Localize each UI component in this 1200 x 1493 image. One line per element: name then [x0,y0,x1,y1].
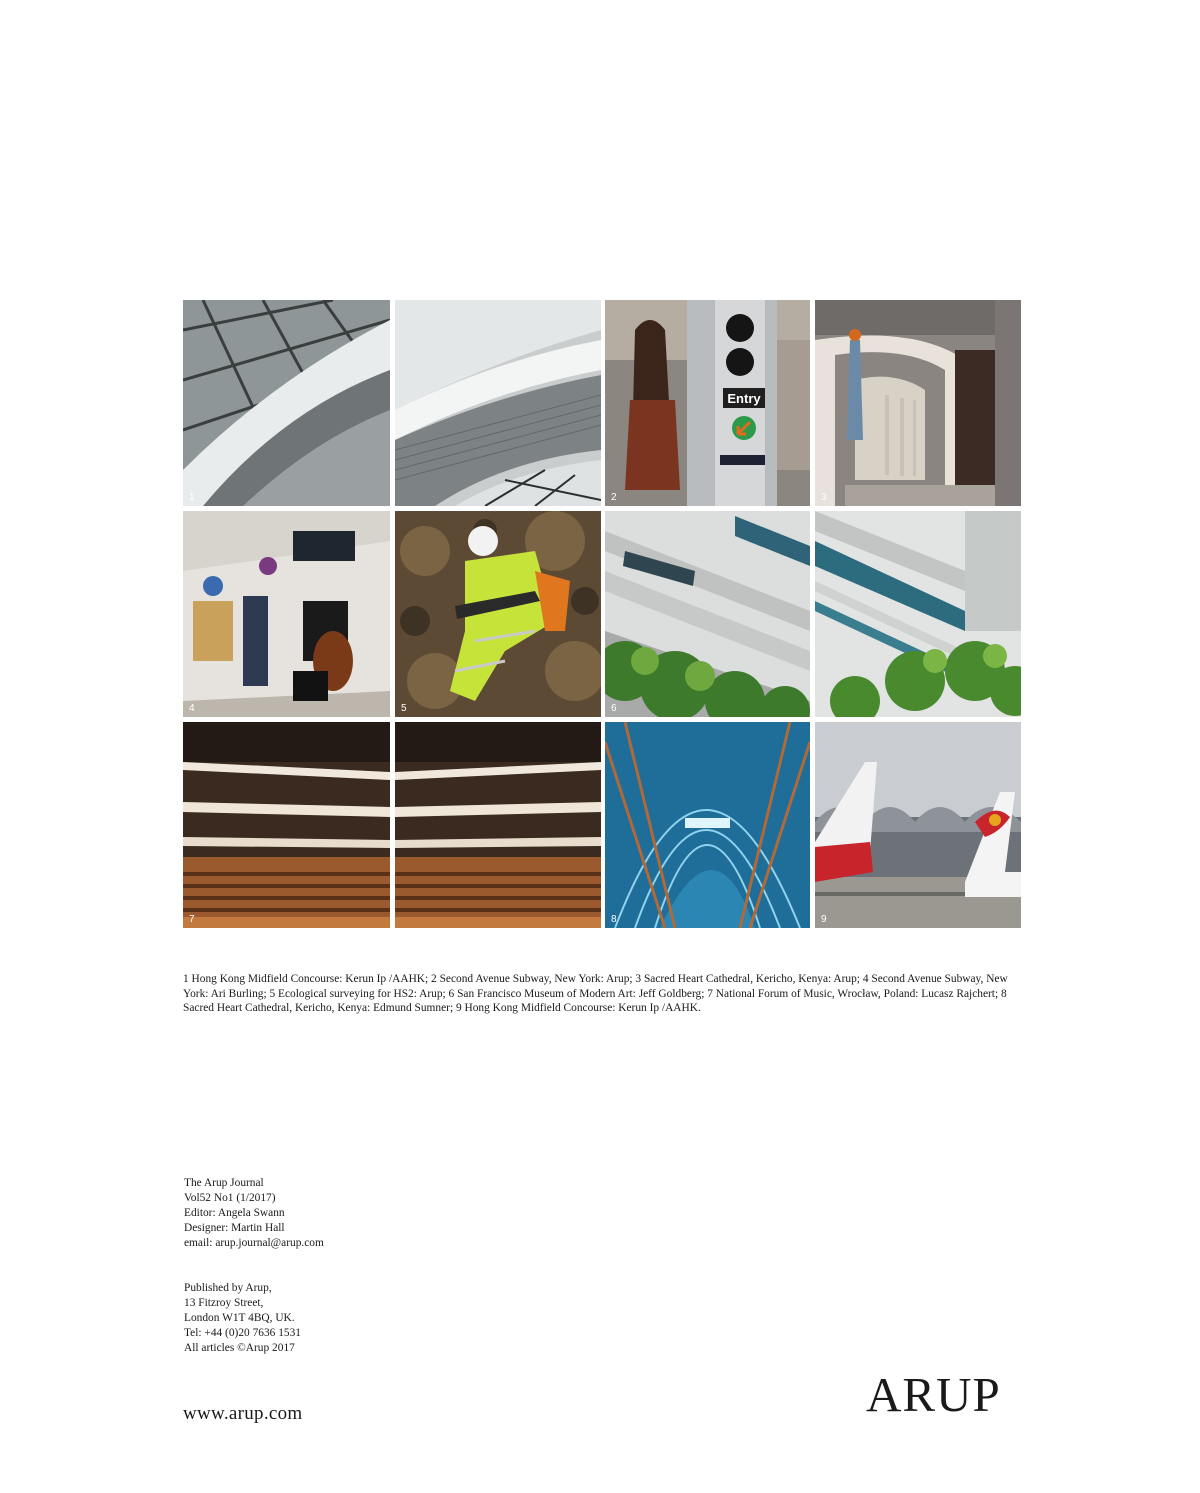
journal-email: email: arup.journal@arup.com [184,1237,324,1249]
photo-sfmoma-facade-right [815,511,1021,717]
photo-subway-musician [183,511,390,717]
photo-number: 2 [611,492,617,503]
publisher-rights: All articles ©Arup 2017 [184,1342,295,1354]
photo-grid [183,300,1021,928]
publisher-tel: Tel: +44 (0)20 7636 1531 [184,1327,301,1339]
photo-national-forum-music-right [395,722,601,928]
website-link[interactable]: www.arup.com [183,1403,303,1424]
photo-number: 3 [821,492,827,503]
published-by: Published by Arup, [184,1282,272,1294]
photo-number: 7 [189,914,195,925]
entry-sign-text: Entry [727,391,761,406]
journal-title: The Arup Journal [184,1177,264,1189]
photo-number: 6 [611,703,617,714]
photo-sfmoma-facade-left [605,511,810,717]
arup-logo: ARUP [866,1367,1001,1422]
photo-ecological-survey [395,511,601,717]
photo-number: 5 [401,703,407,714]
publisher-street: 13 Fitzroy Street, [184,1297,264,1309]
journal-designer: Designer: Martin Hall [184,1222,285,1234]
publisher-city: London W1T 4BQ, UK. [184,1312,295,1324]
journal-colophon [184,1176,324,1251]
photo-credits-caption: 1 Hong Kong Midfield Concourse: Kerun Ip /AAHK; 2 Second Avenue Subway, New York: Arup; 3 Sacred Heart Cathedral, Kericho, Kenya: Arup; 4 Second Avenue Subway, New York: Ari Burling; 5 Ecological surveying for HS2: Arup; 6 San Francisco Museum of Modern Art: Jeff Goldberg; 7 National Forum of Music, Wrocław, Poland: Lucasz Rajchert; 8 Sacred Heart Cathedral, Kericho, Kenya: Edmund Sumner; 9 Hong Kong Midfield Concourse: Kerun Ip /AAHK. [183,973,1008,1014]
photo-number: 9 [821,914,827,925]
photo-number: 4 [189,703,195,714]
journal-editor: Editor: Angela Swann [184,1207,285,1219]
photo-sacred-heart-colonnade [815,300,1021,506]
photo-second-avenue-subway-entry [605,300,810,506]
publisher-info [184,1281,301,1356]
photo-hong-kong-concourse-right [395,300,601,506]
journal-volume: Vol52 No1 (1/2017) [184,1192,276,1204]
photo-sacred-heart-skylight [605,722,810,928]
photo-number: 8 [611,914,617,925]
photo-number: 1 [189,492,195,503]
photo-national-forum-music-left [183,722,390,928]
photo-hong-kong-airport-planes [815,722,1021,928]
photo-hong-kong-concourse-left [183,300,390,506]
